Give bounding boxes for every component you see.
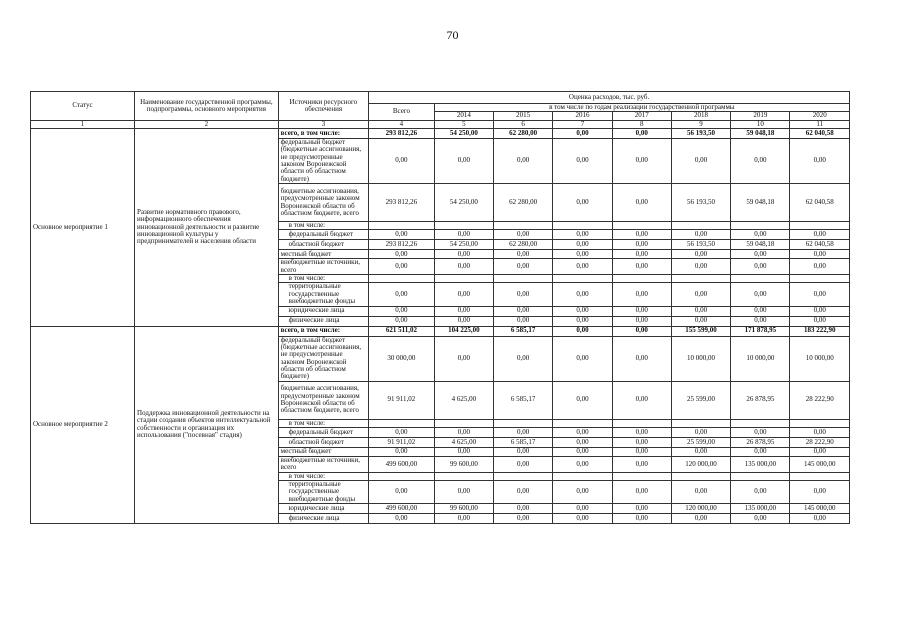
value-cell [731,472,790,480]
value-cell: 0,00 [369,513,435,523]
value-cell: 0,00 [671,139,730,184]
value-cell [369,472,435,480]
value-cell: 0,00 [553,240,612,250]
value-cell: 10 000,00 [731,336,790,381]
value-cell: 0,00 [671,259,730,275]
source-cell: внебюджетные источники, всего [278,456,369,472]
value-cell: 0,00 [494,259,553,275]
value-cell: 59 048,18 [731,240,790,250]
value-cell: 4 625,00 [434,437,493,447]
value-cell: 0,00 [790,316,850,326]
value-cell: 59 048,18 [731,129,790,139]
value-cell: 0,00 [553,503,612,513]
value-cell: 0,00 [553,139,612,184]
value-cell: 62 040,58 [790,129,850,139]
value-cell: 25 599,00 [671,381,730,419]
value-cell: 0,00 [434,447,493,456]
value-cell: 155 599,00 [671,326,730,336]
value-cell: 0,00 [731,316,790,326]
status-cell: Основное мероприятие 1 [31,129,135,326]
source-cell: физические лица [278,513,369,523]
value-cell [790,472,850,480]
value-cell [369,275,435,283]
value-cell: 0,00 [553,336,612,381]
column-number: 11 [790,120,850,128]
column-number: 10 [731,120,790,128]
value-cell: 0,00 [612,129,671,139]
value-cell [553,275,612,283]
value-cell: 0,00 [612,381,671,419]
value-cell: 0,00 [671,230,730,240]
value-cell: 26 878,95 [731,437,790,447]
value-cell: 99 600,00 [434,503,493,513]
column-number: 5 [434,120,493,128]
source-cell: всего, в том числе: [278,326,369,336]
value-cell: 0,00 [790,447,850,456]
table-body [31,129,850,524]
value-cell [731,419,790,427]
source-cell: областной бюджет [278,437,369,447]
source-cell: местный бюджет [278,447,369,456]
value-cell: 0,00 [369,259,435,275]
year-header: 2018 [671,112,730,120]
value-cell: 0,00 [553,427,612,437]
value-cell: 0,00 [369,230,435,240]
value-cell [434,275,493,283]
value-cell [731,275,790,283]
value-cell: 0,00 [612,456,671,472]
year-header: 2017 [612,112,671,120]
value-cell: 62 280,00 [494,129,553,139]
value-cell: 0,00 [790,139,850,184]
value-cell: 145 000,00 [790,456,850,472]
year-header: 2019 [731,112,790,120]
source-cell: юридические лица [278,503,369,513]
value-cell: 145 000,00 [790,503,850,513]
value-cell: 0,00 [731,250,790,259]
source-cell: в том числе: [278,275,369,283]
source-cell: внебюджетные источники, всего [278,259,369,275]
value-cell: 135 000,00 [731,456,790,472]
value-cell: 26 878,95 [731,381,790,419]
value-cell: 0,00 [790,427,850,437]
value-cell [671,222,730,230]
value-cell: 0,00 [612,447,671,456]
value-cell: 30 000,00 [369,336,435,381]
source-cell: всего, в том числе: [278,129,369,139]
value-cell: 0,00 [790,230,850,240]
source-cell: юридические лица [278,306,369,316]
value-cell: 91 911,02 [369,381,435,419]
value-cell: 0,00 [553,306,612,316]
event-name-cell: Развитие нормативного правового, информационного обеспечения инновационной деятельности и развитие инновационной культуры у предпринимателей и населения области [135,129,279,326]
value-cell: 0,00 [731,139,790,184]
header-estimate: Оценка расходов, тыс. руб. [369,92,850,104]
value-cell: 54 250,00 [434,184,493,222]
value-cell: 0,00 [553,513,612,523]
value-cell: 0,00 [494,250,553,259]
year-header: 2015 [494,112,553,120]
value-cell: 91 911,02 [369,437,435,447]
source-cell: федеральный бюджет [278,427,369,437]
value-cell: 0,00 [434,513,493,523]
value-cell: 54 250,00 [434,240,493,250]
value-cell [612,472,671,480]
value-cell: 0,00 [612,513,671,523]
column-number: 6 [494,120,553,128]
column-number: 1 [31,120,135,128]
value-cell: 0,00 [612,230,671,240]
value-cell: 54 250,00 [434,129,493,139]
value-cell [612,222,671,230]
value-cell: 0,00 [553,184,612,222]
value-cell [494,275,553,283]
value-cell: 25 599,00 [671,437,730,447]
value-cell: 120 000,00 [671,503,730,513]
value-cell: 0,00 [612,306,671,316]
value-cell [612,275,671,283]
source-cell: местный бюджет [278,250,369,259]
value-cell: 59 048,18 [731,184,790,222]
source-cell: в том числе: [278,419,369,427]
value-cell: 0,00 [612,184,671,222]
value-cell: 0,00 [612,503,671,513]
value-cell: 0,00 [369,283,435,306]
value-cell: 0,00 [731,480,790,503]
column-number: 4 [369,120,435,128]
value-cell [553,472,612,480]
header-by-years: в том числе по годам реализации государственной программы [434,104,849,112]
value-cell: 56 193,50 [671,240,730,250]
value-cell: 0,00 [612,139,671,184]
value-cell: 0,00 [494,456,553,472]
value-cell: 0,00 [494,139,553,184]
value-cell: 0,00 [553,480,612,503]
source-cell: федеральный бюджет (бюджетные ассигнования, не предусмотренные законом Воронежской области об областном бюджете) [278,139,369,184]
value-cell [671,419,730,427]
value-cell: 0,00 [369,316,435,326]
value-cell: 0,00 [553,456,612,472]
value-cell [731,222,790,230]
value-cell [434,472,493,480]
value-cell: 0,00 [369,306,435,316]
value-cell: 4 625,00 [434,381,493,419]
value-cell: 0,00 [731,259,790,275]
value-cell [369,419,435,427]
source-cell: физические лица [278,316,369,326]
value-cell: 0,00 [553,129,612,139]
value-cell: 0,00 [671,316,730,326]
source-cell: в том числе: [278,222,369,230]
table-row [31,326,850,336]
value-cell: 62 280,00 [494,240,553,250]
value-cell: 0,00 [369,447,435,456]
value-cell: 6 585,17 [494,326,553,336]
column-number: 2 [135,120,279,128]
value-cell [671,275,730,283]
value-cell: 0,00 [553,230,612,240]
header-sources: Источники ресурсного обеспечения [278,92,369,121]
value-cell: 0,00 [553,326,612,336]
value-cell: 0,00 [494,480,553,503]
source-cell: территориальные государственные внебюджетные фонды [278,480,369,503]
column-number: 8 [612,120,671,128]
value-cell [790,275,850,283]
value-cell [553,222,612,230]
source-cell: в том числе: [278,472,369,480]
value-cell: 10 000,00 [790,336,850,381]
value-cell: 0,00 [434,283,493,306]
value-cell: 0,00 [494,306,553,316]
value-cell: 0,00 [790,513,850,523]
value-cell: 0,00 [731,427,790,437]
value-cell: 99 600,00 [434,456,493,472]
value-cell: 0,00 [671,447,730,456]
value-cell: 56 193,50 [671,129,730,139]
value-cell: 0,00 [553,283,612,306]
table-row [31,129,850,139]
value-cell [434,222,493,230]
header-status: Статус [31,92,135,121]
value-cell: 0,00 [434,336,493,381]
value-cell: 0,00 [494,513,553,523]
value-cell: 6 585,17 [494,437,553,447]
source-cell: бюджетные ассигнования, предусмотренные законом Воронежской области об областном бюджете, всего [278,381,369,419]
value-cell: 0,00 [790,283,850,306]
value-cell: 0,00 [731,306,790,316]
value-cell: 62 280,00 [494,184,553,222]
value-cell: 0,00 [612,336,671,381]
source-cell: территориальные государственные внебюджетные фонды [278,283,369,306]
value-cell: 0,00 [494,336,553,381]
value-cell: 6 585,17 [494,381,553,419]
value-cell: 499 600,00 [369,456,435,472]
value-cell: 293 812,26 [369,129,435,139]
value-cell: 0,00 [494,283,553,306]
value-cell: 0,00 [612,316,671,326]
value-cell: 0,00 [731,513,790,523]
value-cell: 0,00 [731,447,790,456]
value-cell: 0,00 [553,316,612,326]
value-cell: 0,00 [671,250,730,259]
value-cell: 0,00 [553,381,612,419]
value-cell: 621 511,02 [369,326,435,336]
value-cell [494,419,553,427]
value-cell: 0,00 [494,447,553,456]
value-cell: 183 222,90 [790,326,850,336]
value-cell: 0,00 [612,250,671,259]
value-cell [790,419,850,427]
status-cell: Основное мероприятие 2 [31,326,135,523]
value-cell: 0,00 [612,240,671,250]
year-header: 2014 [434,112,493,120]
year-header: 2016 [553,112,612,120]
value-cell: 0,00 [612,283,671,306]
value-cell: 10 000,00 [671,336,730,381]
value-cell [553,419,612,427]
value-cell [671,472,730,480]
value-cell: 0,00 [790,306,850,316]
value-cell [612,419,671,427]
value-cell: 0,00 [612,427,671,437]
column-number: 3 [278,120,369,128]
value-cell: 293 812,26 [369,184,435,222]
value-cell: 0,00 [612,480,671,503]
value-cell: 0,00 [434,480,493,503]
value-cell: 28 222,90 [790,437,850,447]
value-cell: 0,00 [671,283,730,306]
value-cell [434,419,493,427]
value-cell: 0,00 [434,250,493,259]
value-cell: 0,00 [494,230,553,240]
value-cell: 0,00 [434,139,493,184]
source-cell: областной бюджет [278,240,369,250]
value-cell: 0,00 [790,250,850,259]
value-cell: 0,00 [494,316,553,326]
value-cell: 0,00 [434,316,493,326]
value-cell: 0,00 [434,259,493,275]
value-cell: 0,00 [553,437,612,447]
value-cell: 0,00 [494,427,553,437]
budget-table [30,91,850,524]
source-cell: бюджетные ассигнования, предусмотренные законом Воронежской области об областном бюджете, всего [278,184,369,222]
value-cell: 171 878,95 [731,326,790,336]
value-cell [790,222,850,230]
value-cell: 0,00 [671,306,730,316]
value-cell: 0,00 [612,437,671,447]
value-cell: 0,00 [434,306,493,316]
value-cell: 56 193,50 [671,184,730,222]
value-cell: 0,00 [369,250,435,259]
value-cell: 0,00 [369,139,435,184]
value-cell: 0,00 [434,427,493,437]
value-cell: 135 000,00 [731,503,790,513]
year-header: 2020 [790,112,850,120]
value-cell: 0,00 [671,427,730,437]
value-cell: 0,00 [369,480,435,503]
value-cell: 0,00 [612,259,671,275]
value-cell: 0,00 [790,259,850,275]
source-cell: федеральный бюджет [278,230,369,240]
event-name-cell: Поддержка инновационной деятельности на стадии создания объектов интеллектуальной собственности и организация их использования ("посевная" стадия) [135,326,279,523]
value-cell: 120 000,00 [671,456,730,472]
value-cell: 0,00 [434,230,493,240]
value-cell: 62 040,58 [790,184,850,222]
value-cell: 0,00 [494,503,553,513]
column-number: 7 [553,120,612,128]
value-cell [494,472,553,480]
value-cell: 0,00 [671,513,730,523]
value-cell: 0,00 [671,480,730,503]
column-number-row [31,120,850,128]
value-cell: 0,00 [731,283,790,306]
header-name: Наименование государственной программы, подпрограммы, основного мероприятия [135,92,279,121]
value-cell: 0,00 [731,230,790,240]
value-cell [494,222,553,230]
value-cell: 28 222,90 [790,381,850,419]
value-cell: 0,00 [790,480,850,503]
header-total: Всего [369,104,435,121]
value-cell: 0,00 [369,427,435,437]
value-cell: 0,00 [553,259,612,275]
value-cell: 0,00 [612,326,671,336]
value-cell: 0,00 [553,447,612,456]
column-number: 9 [671,120,730,128]
value-cell [369,222,435,230]
value-cell: 499 600,00 [369,503,435,513]
page-number: 70 [446,28,459,42]
source-cell: федеральный бюджет (бюджетные ассигнования, не предусмотренные законом Воронежской области об областном бюджете) [278,336,369,381]
value-cell: 0,00 [553,250,612,259]
value-cell: 62 040,58 [790,240,850,250]
value-cell: 104 225,00 [434,326,493,336]
value-cell: 293 812,26 [369,240,435,250]
